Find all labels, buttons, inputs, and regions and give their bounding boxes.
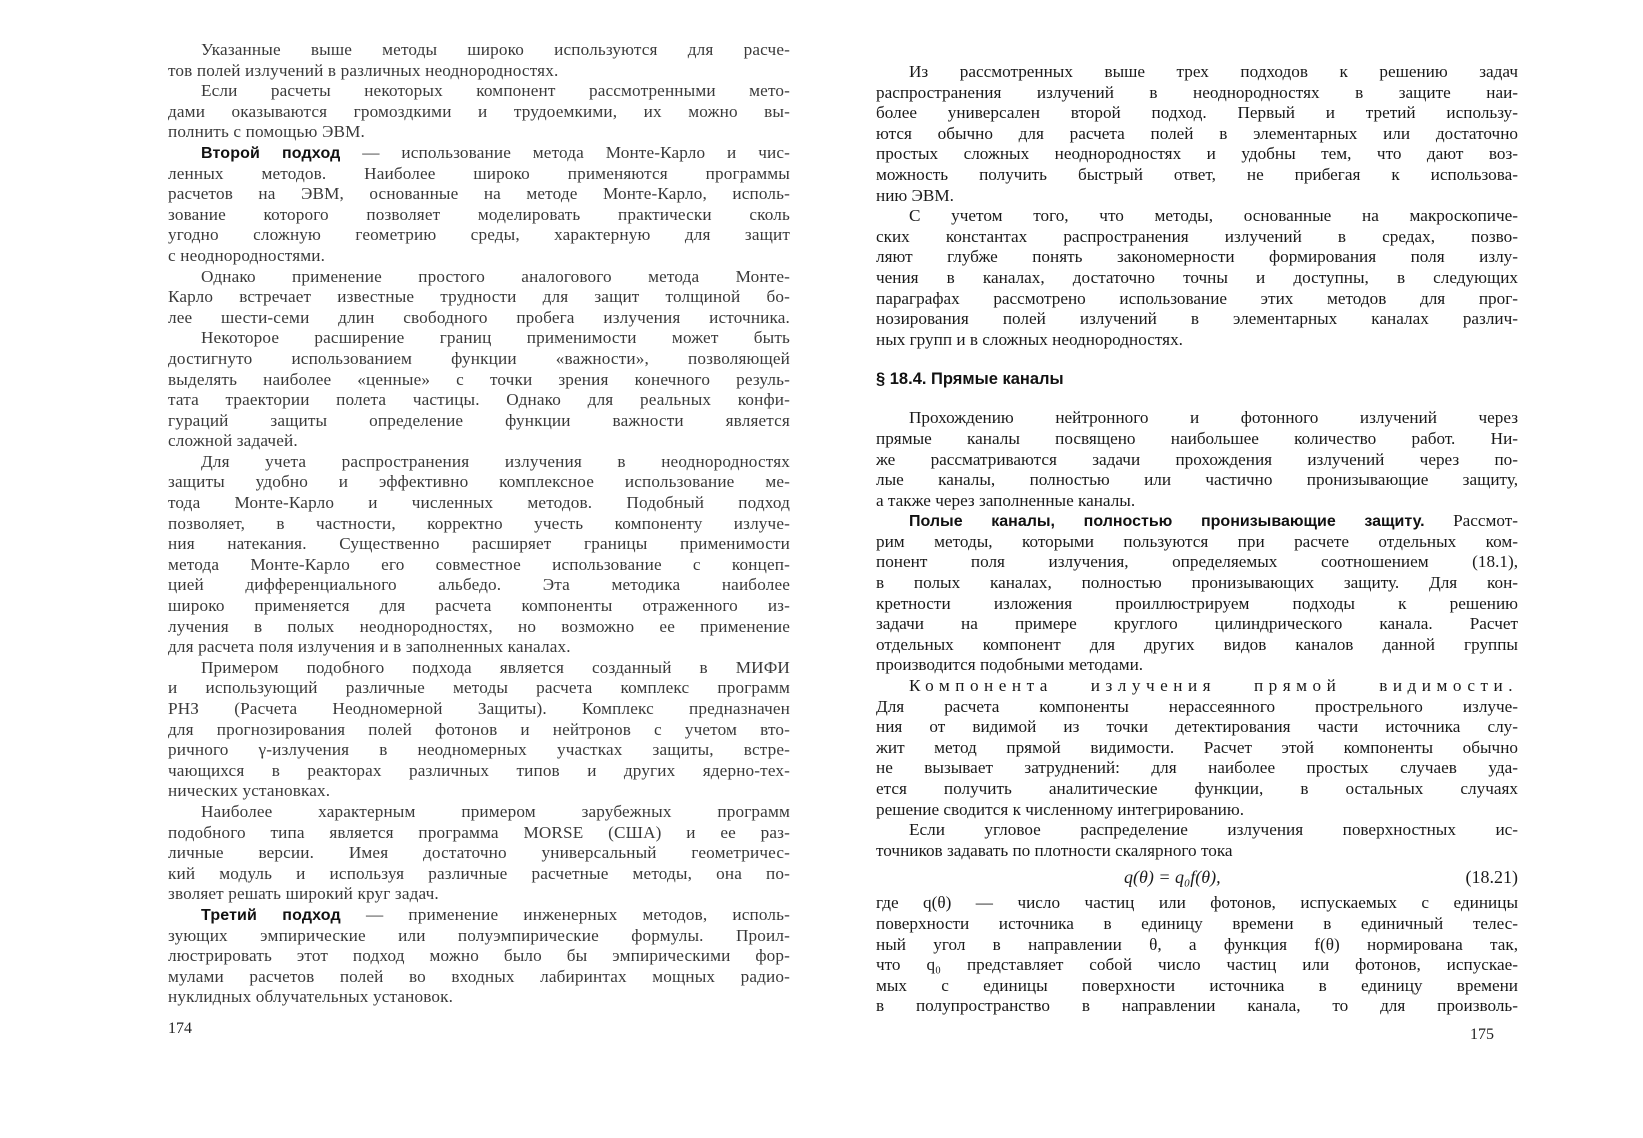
text-line: же рассматриваются задачи прохождения излучений через по-	[876, 449, 1518, 469]
text-line: ляют глубже понять закономерности формирования поля излу-	[876, 247, 1518, 267]
equation-expression: q(θ) = q₀f(θ),	[1124, 867, 1221, 888]
text-line: Примером подобного подхода является созданный в МИФИ	[201, 657, 790, 677]
text-line: точников задавать по плотности скалярного тока	[876, 840, 1233, 860]
section-heading: § 18.4. Прямые каналы	[876, 370, 1064, 389]
text-line: можность получить быстрый ответ, не прибегая к использова-	[876, 164, 1518, 184]
text-line: для расчета поля излучения и в заполненных каналах.	[168, 637, 571, 657]
text-line: задачи на примере круглого цилиндрического канала. Расчет	[876, 614, 1518, 634]
text-line: РНЗ (Расчета Неодномерной Защиты). Комплекс предназначен	[168, 699, 790, 718]
text-line: Компонента излучения прямой видимости.	[909, 676, 1518, 696]
text-line: поверхности источника в единицу времени в единичный телес-	[876, 913, 1518, 933]
text-line: метода Монте-Карло его совместное использование с концеп-	[168, 554, 790, 574]
text-line: в полупространство в направлении канала, то для произволь-	[876, 996, 1518, 1016]
text-line: Для расчета компоненты нерассеянного прострельного излуче-	[876, 696, 1518, 716]
left-page	[168, 40, 790, 1130]
text-line: где q(θ) — число частиц или фотонов, испускаемых с единицы	[876, 893, 1518, 913]
text-line: кретности изложения проиллюстрируем подходы к решению	[876, 593, 1518, 613]
text-line: рим методы, которыми пользуются при расчете отдельных ком-	[876, 531, 1518, 551]
text-line: лее шести-семи длин свободного пробега излучения источника.	[168, 307, 790, 327]
text-line: зующих эмпирические или полуэмпирические формулы. Проил-	[168, 925, 790, 945]
text-line: Карло встречает известные трудности для защит толщиной бо-	[168, 287, 790, 307]
text-line: распространения излучений в неоднородностях в защите наи-	[876, 82, 1518, 102]
text-line: ленных методов. Наиболее широко применяются программы	[168, 163, 790, 183]
text-line	[876, 511, 1518, 532]
text-line: чения в каналах, достаточно точны и доступны, в следующих	[876, 267, 1518, 287]
text-line: тов полей излучений в различных неоднородностях.	[168, 60, 559, 80]
text-line: сложной задачей.	[168, 431, 298, 451]
run-in-heading: Полые каналы, полностью пронизывающие защиту.	[909, 513, 1425, 531]
text-line: выделять наиболее «ценные» с точки зрения конечного резуль-	[168, 369, 790, 389]
text-line: не вызывает затруднений: для наиболее простых случаев уда-	[876, 758, 1518, 778]
text-line: угодно сложную геометрию среды, характерную для защит	[168, 225, 790, 245]
text-line: расчетов на ЭВМ, основанные на методе Монте-Карло, исполь-	[168, 184, 790, 204]
text-line: личные версии. Имея достаточно универсальный геометричес-	[168, 843, 790, 863]
text-line: в полых каналах, полностью пронизывающих защиту. Для кон-	[876, 573, 1518, 593]
text-line: ный угол в направлении θ, а функция f(θ) нормирована так,	[876, 934, 1518, 954]
run-in-heading: Второй подход	[201, 144, 341, 162]
text-line: жит метод прямой видимости. Расчет этой компоненты обычно	[876, 737, 1518, 757]
text-line: зволяет решать широкий круг задач.	[168, 884, 439, 904]
text-line: ется получить аналитические функции, в остальных случаях	[876, 779, 1518, 798]
text-line: тата траектории полета частицы. Однако для реальных конфи-	[168, 390, 790, 410]
equation-number: (18.21)	[1465, 867, 1518, 888]
text-line: более универсален второй подход. Первый и третий использу-	[876, 103, 1518, 123]
text-line: подобного типа является программа MORSE (США) и ее раз-	[168, 822, 790, 842]
right-page	[876, 40, 1518, 1130]
text-line: лучения в полых неоднородностях, но возможно ее применение	[168, 616, 790, 636]
text-line: нозирования полей излучений в элементарных каналах различ-	[876, 309, 1518, 329]
text-line: параграфах рассмотрено использование этих методов для прог-	[876, 288, 1518, 308]
text-line: ричного γ-излучения в неодномерных участках защиты, встре-	[168, 740, 790, 760]
text-line: ются обычно для расчета полей в элементарных или достаточно	[876, 123, 1518, 143]
text-line: кий модуль и используя различные расчетные методы, она по-	[168, 863, 790, 883]
text-line: Для учета распространения излучения в неоднородностях	[201, 451, 790, 471]
text-line: решение сводится к численному интегрированию.	[876, 799, 1244, 819]
text-line: простых сложных неоднородностях и удобны тем, что дают воз-	[876, 144, 1518, 164]
text-line: Указанные выше методы широко используются для расче-	[201, 40, 790, 59]
text-line: ных групп и в сложных неоднородностях.	[876, 329, 1183, 349]
text-line: С учетом того, что методы, основанные на макроскопиче-	[909, 206, 1518, 226]
text-line: нических установках.	[168, 781, 331, 801]
text-line: гураций защиты определение функции важности является	[168, 410, 790, 430]
text-line: Из рассмотренных выше трех подходов к решению задач	[909, 62, 1518, 81]
text-line: а также через заполненные каналы.	[876, 490, 1136, 510]
page-number-right: 175	[1470, 1026, 1494, 1043]
text-line: широко применяется для расчета компоненты отраженного из-	[168, 596, 790, 616]
text-line: отдельных компонент для других видов каналов данной группы	[876, 634, 1518, 654]
text-line: Некоторое расширение границ применимости может быть	[201, 328, 790, 348]
text-line: что q₀ представляет собой число частиц или фотонов, испускае-	[876, 955, 1518, 975]
text-line: ния натекания. Существенно расширяет границы применимости	[168, 534, 790, 554]
text-line: Наиболее характерным примером зарубежных программ	[201, 801, 790, 821]
text-line	[168, 905, 790, 926]
text-run: — применение инженерных методов, исполь-	[365, 904, 790, 924]
text-line: защиты удобно и эффективно комплексное использование ме-	[168, 472, 790, 492]
text-line: лые каналы, полностью или частично пронизывающие защиту,	[876, 470, 1518, 490]
text-line: понент поля излучения, определяемых соотношением (18.1),	[876, 552, 1518, 572]
text-line: люстрировать этот подход можно было бы эмпирическими фор-	[168, 946, 790, 966]
text-line: Прохождению нейтронного и фотонного излучений через	[909, 408, 1518, 428]
text-line: с неоднородностями.	[168, 245, 326, 265]
text-line: чающихся в реакторах различных типов и других ядерно-тех-	[168, 760, 790, 780]
text-line: ских константах распространения излучений в средах, позво-	[876, 226, 1518, 246]
text-line: и использующий различные методы расчета комплекс программ	[168, 678, 790, 698]
text-line: позволяет, в частности, корректно учесть компоненту излуче-	[168, 513, 790, 533]
text-line: ния от видимой из точки детектирования части источника слу-	[876, 717, 1518, 737]
text-line: тода Монте-Карло и численных методов. Подобный подход	[168, 493, 790, 513]
text-line: Однако применение простого аналогового метода Монте-	[201, 266, 790, 286]
text-line: для прогнозирования полей фотонов и нейтронов с учетом вто-	[168, 719, 790, 739]
text-line: цией дифференциального альбедо. Эта методика наиболее	[168, 575, 790, 595]
text-line: достигнуто использованием функции «важности», позволяющей	[168, 348, 790, 368]
text-line: производится подобными методами.	[876, 655, 1144, 675]
text-line: мулами расчетов полей во входных лабиринтах мощных радио-	[168, 966, 790, 986]
text-line: дами оказываются громоздкими и трудоемкими, их можно вы-	[168, 101, 790, 121]
text-line: мых с единицы поверхности источника в единицу времени	[876, 975, 1518, 995]
text-line: полнить с помощью ЭВМ.	[168, 122, 365, 142]
text-line: зование которого позволяет моделировать практически сколь	[168, 204, 790, 224]
text-line: Если угловое распределение излучения поверхностных ис-	[909, 820, 1518, 840]
page-number-left: 174	[168, 1020, 192, 1037]
run-in-heading: Третий подход	[201, 906, 341, 924]
text-run: — использование метода Монте-Карло и чис-	[362, 142, 790, 162]
text-line: нию ЭВМ.	[876, 185, 954, 205]
text-line: нуклидных облучательных установок.	[168, 987, 454, 1007]
text-line: прямые каналы посвящено наибольшее количество работ. Ни-	[876, 428, 1518, 448]
equation-18-21	[876, 861, 1518, 893]
text-line	[168, 143, 790, 164]
text-line: Если расчеты некоторых компонент рассмотренными мето-	[201, 81, 790, 101]
text-run: Рассмот-	[1453, 511, 1518, 531]
